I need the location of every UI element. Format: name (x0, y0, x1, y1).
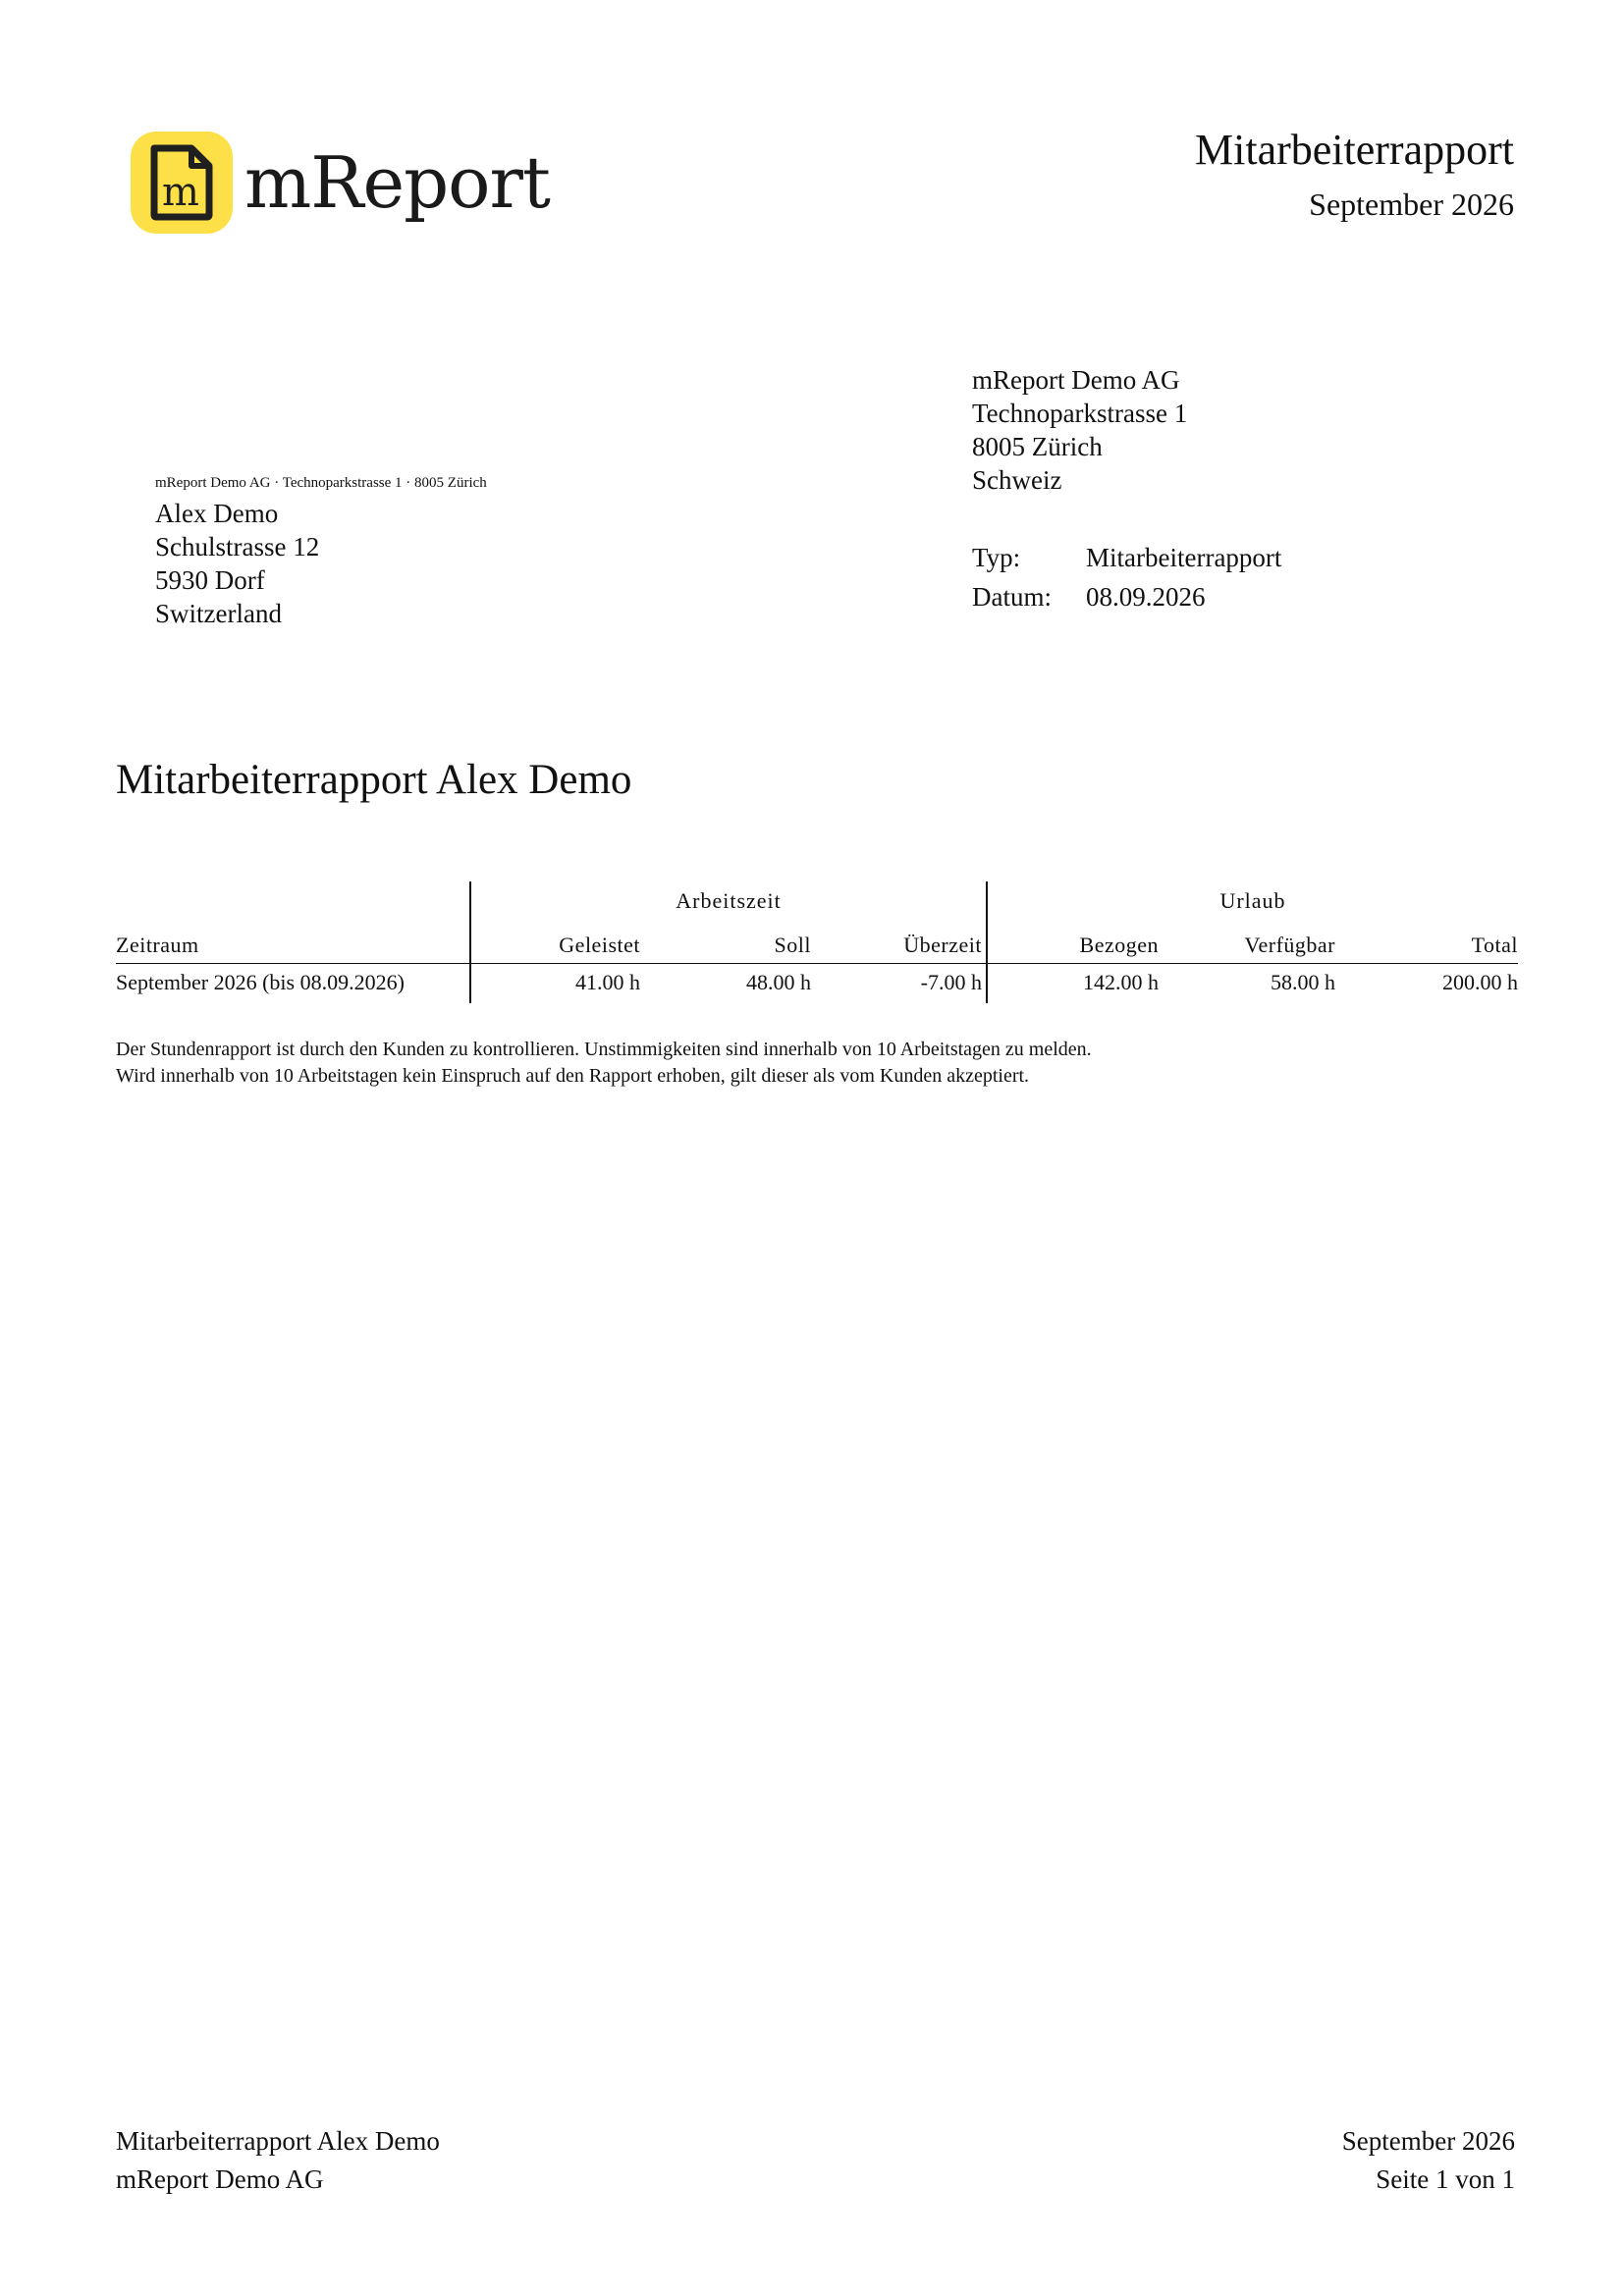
meta-date-row (972, 577, 1281, 616)
document-title: Mitarbeiterrapport (1195, 126, 1514, 174)
column-header-zeitraum: Zeitraum (116, 933, 199, 957)
cell-geleistet: 41.00 h (575, 970, 640, 994)
company-street: Technoparkstrasse 1 (972, 399, 1188, 428)
footer-company: mReport Demo AG (116, 2164, 324, 2194)
group-header-arbeitszeit: Arbeitszeit (676, 888, 782, 913)
meta-type-label: Typ: (972, 543, 1021, 572)
recipient-address (155, 497, 319, 630)
cell-ueberzeit: -7.00 h (920, 970, 982, 994)
recipient-city: 5930 Dorf (155, 565, 265, 595)
table-header-rule (116, 963, 1518, 964)
logo (131, 131, 550, 235)
meta-type-row (972, 538, 1281, 577)
recipient-name: Alex Demo (155, 499, 279, 528)
column-header-verfuegbar: Verfügbar (1244, 933, 1335, 957)
report-heading: Mitarbeiterrapport Alex Demo (116, 757, 632, 803)
cell-verfuegbar: 58.00 h (1271, 970, 1335, 994)
column-header-soll: Soll (774, 933, 811, 957)
footer-report-name: Mitarbeiterrapport Alex Demo (116, 2126, 440, 2156)
cell-zeitraum: September 2026 (bis 08.09.2026) (116, 970, 405, 994)
column-header-bezogen: Bezogen (1079, 933, 1159, 957)
cell-total: 200.00 h (1442, 970, 1518, 994)
company-city: 8005 Zürich (972, 432, 1103, 461)
logo-wordmark: mReport (244, 141, 550, 224)
company-country: Schweiz (972, 465, 1062, 495)
meta-date-value: 08.09.2026 (1086, 582, 1206, 612)
column-header-total: Total (1471, 933, 1518, 957)
group-header-urlaub: Urlaub (1219, 888, 1286, 913)
report-table (116, 881, 1518, 1003)
document-period: September 2026 (1309, 187, 1514, 222)
footer-right (1342, 2122, 1515, 2199)
recipient-country: Switzerland (155, 599, 282, 628)
company-address (972, 363, 1187, 497)
document-m-icon (131, 132, 233, 234)
footer-left (116, 2122, 440, 2199)
meta-type-value: Mitarbeiterrapport (1086, 543, 1282, 572)
cell-soll: 48.00 h (746, 970, 811, 994)
sender-return-line: mReport Demo AG · Technoparkstrasse 1 · 8005 Zürich (155, 475, 487, 491)
meta-date-label: Datum: (972, 582, 1052, 612)
notice-line: Der Stundenrapport ist durch den Kunden zu kontrollieren. Unstimmigkeiten sind innerhalb von 10 Arbeitstagen zu melden. (116, 1039, 1092, 1060)
recipient-street: Schulstrasse 12 (155, 532, 320, 561)
svg-text:m: m (162, 170, 199, 215)
footer-page-number: Seite 1 von 1 (1376, 2164, 1515, 2194)
company-name: mReport Demo AG (972, 365, 1180, 395)
document-meta (972, 538, 1281, 616)
column-header-geleistet: Geleistet (559, 933, 640, 957)
notice-line: Wird innerhalb von 10 Arbeitstagen kein Einspruch auf den Rapport erhoben, gilt dieser als vom Kunden akzeptiert. (116, 1065, 1030, 1087)
footer-period: September 2026 (1341, 2126, 1515, 2156)
column-header-ueberzeit: Überzeit (903, 933, 982, 957)
cell-bezogen: 142.00 h (1083, 970, 1159, 994)
notice-text (116, 1037, 1092, 1090)
